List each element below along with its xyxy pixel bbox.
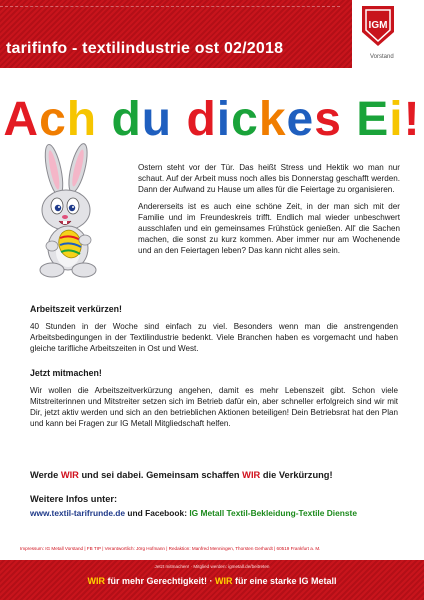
igmetall-logo	[352, 0, 424, 68]
website-link[interactable]: www.textil-tarifrunde.de	[30, 508, 126, 518]
logo-letters: IGM	[368, 20, 388, 31]
headline-letter	[97, 92, 111, 147]
section-title-arbeitszeit: Arbeitszeit verkürzen!	[30, 304, 122, 314]
links-connector: und Facebook:	[125, 508, 190, 518]
headline-letter: c	[39, 93, 67, 146]
headline-letter: e	[286, 93, 315, 146]
cta-part-3: die Verkürzung!	[260, 470, 333, 480]
cta-part-1: Werde	[30, 470, 61, 480]
footer-banner	[0, 560, 424, 600]
section-text-mitmachen: Wir wollen die Arbeitszeitverkürzung angehen, damit es mehr Lebenszeit gibt. Schon viele Mitstreiterinnen und Mitstreiter setzen sich im Betrieb dafür ein, aber schneller erfolgreich sind wir mit Dir, jetzt aktiv werden und sich an den betrieblichen Aktionen beteiligen! Dein Betriebsrat hat den Plan und kann bei Fragen zur IG Metall Mitgliedschaft helfen.	[30, 386, 398, 428]
impressum: Impressum: IG Metall Vorstand | FB TIP | Verantwortlich: Jörg Hofmann | Redaktion: Manfred Menningen, Thorsten Gerhardt | 60519 Frankfurt a. M.	[20, 546, 321, 551]
section-arbeitszeit	[30, 304, 398, 354]
call-to-action	[30, 470, 400, 480]
cta-wir-1: WIR	[60, 470, 79, 480]
info-links	[30, 508, 400, 518]
cta-wir-2: WIR	[242, 470, 261, 480]
header-banner	[0, 0, 424, 68]
footer-slogan-2: für eine starke IG Metall	[232, 576, 337, 586]
footer-small-text: Jetzt mitmachen! · Mitglied werden: igmetall.de/beitreten	[154, 564, 270, 569]
headline-letter: d	[186, 93, 217, 146]
headline-letter: s	[314, 93, 342, 146]
headline-letter	[342, 92, 356, 147]
footer-slogan	[0, 576, 424, 586]
section-mitmachen	[30, 368, 398, 429]
headline	[0, 92, 424, 147]
section-title-mitmachen: Jetzt mitmachen!	[30, 368, 102, 378]
intro-paragraph-2: Andererseits ist es auch eine schöne Zeit, in der man sich mit der Familie und im Freundeskreis trifft. Endlich mal wieder unbeschwert ausschlafen und ein gemeinsames Frühstück genießen. All' die Sachen machen, die sonst zu kurz kommen. Aber immer nur am Wochenende und an den Feiertagen leben? Das kann nicht alles sein.	[138, 202, 400, 255]
logo-caption: Vorstand	[370, 54, 394, 60]
cta-part-2: und sei dabei. Gemeinsam schaffen	[78, 470, 243, 480]
page-title: tarifinfo - textilindustrie ost 02/2018	[6, 40, 284, 57]
headline-letter: d	[111, 93, 142, 146]
intro-paragraph-1: Ostern steht vor der Tür. Das heißt Stress und Hektik wo man nur schaut. Auf der Arbeit muss noch alles bis Donnerstag geschafft werden. Dann der Aufwand zu Hause um alles für die Feiertage zu organisieren.	[138, 163, 400, 194]
more-info-heading: Weitere Infos unter:	[30, 494, 118, 504]
headline-letter: k	[258, 93, 287, 146]
igmetall-logo-icon	[360, 4, 396, 48]
headline-letter: h	[66, 93, 98, 146]
headline-letter: A	[3, 93, 40, 146]
headline-letter: i	[216, 93, 232, 146]
headline-letter: E	[356, 93, 390, 146]
headline-letter: !	[403, 93, 421, 146]
footer-wir-2: WIR	[214, 576, 233, 586]
headline-letter: c	[231, 93, 259, 146]
footer-slogan-1: für mehr Gerechtigkeit! ·	[104, 576, 215, 586]
headline-letter	[172, 92, 186, 147]
header-stitch	[0, 6, 340, 8]
facebook-link[interactable]: IG Metall Textil-Bekleidung-Textile Dienste	[189, 508, 357, 518]
headline-letter: u	[141, 93, 173, 146]
easter-bunny-illustration	[26, 140, 116, 280]
section-text-arbeitszeit: 40 Stunden in der Woche sind einfach zu viel. Besonders wenn man die anstrengenden Arbeitsbedingungen in der Textilindustrie bedenkt. Viele Branchen haben es vorgemacht und haben gleiche tarifliche Arbeitszeiten in Ost und West.	[30, 322, 398, 353]
headline-letter: i	[389, 93, 404, 146]
footer-wir-1: WIR	[87, 576, 105, 586]
intro-text	[138, 162, 400, 262]
